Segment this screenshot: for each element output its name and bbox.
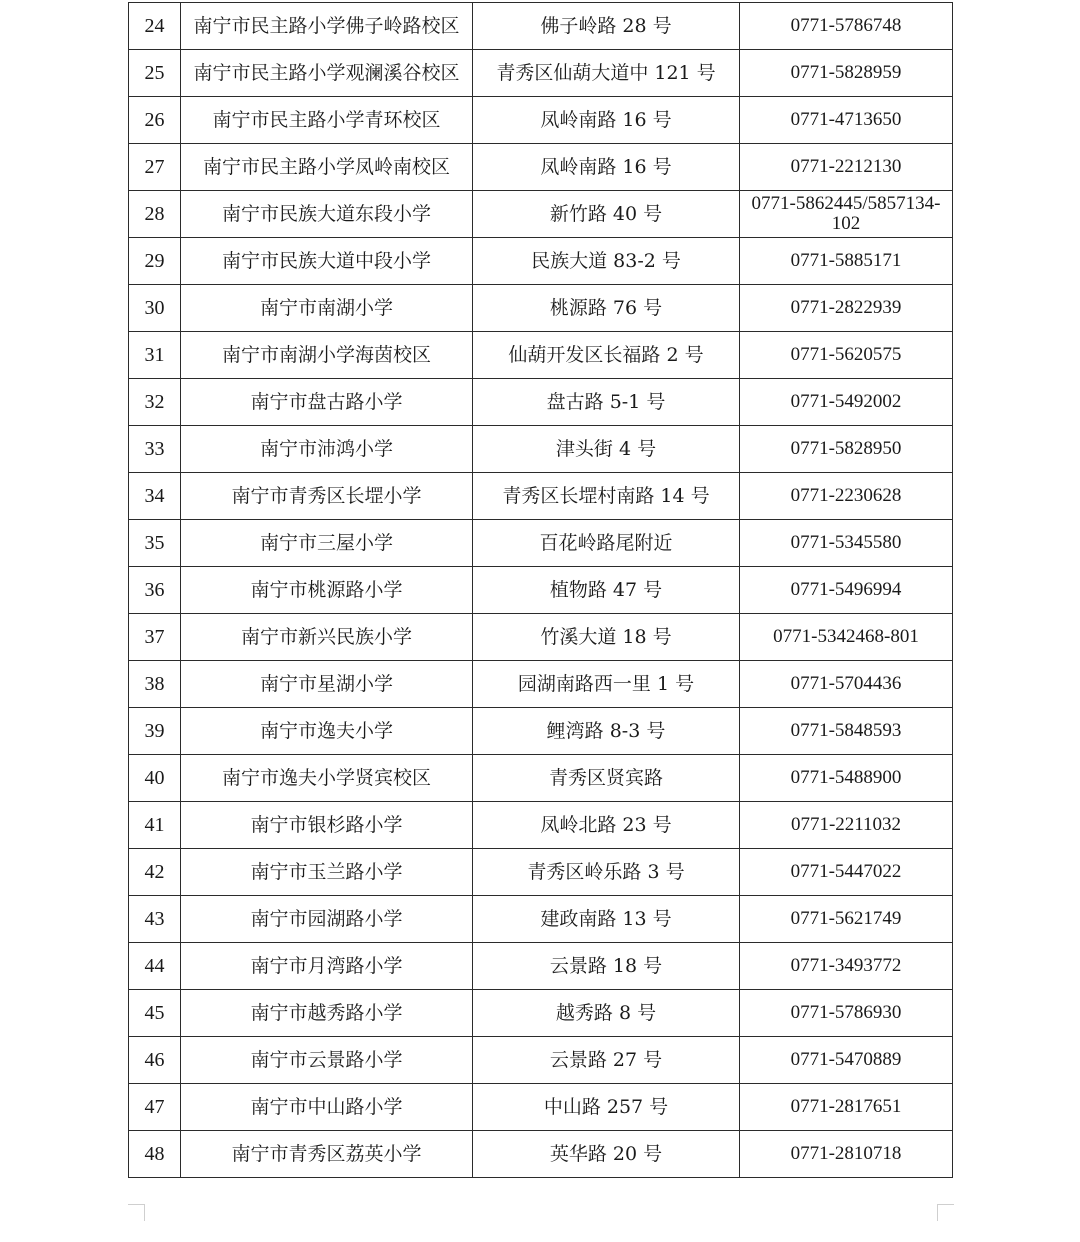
table-row — [129, 1084, 953, 1131]
row-number-cell: 38 — [129, 661, 181, 708]
row-number-cell: 31 — [129, 332, 181, 379]
phone-cell: 0771-5848593 — [740, 708, 953, 755]
phone-cell: 0771-5885171 — [740, 238, 953, 285]
address-cell: 新竹路 40 号 — [473, 191, 740, 238]
table-row — [129, 3, 953, 50]
address-cell: 津头街 4 号 — [473, 426, 740, 473]
school-name-cell: 南宁市玉兰路小学 — [181, 849, 473, 896]
row-number-cell: 34 — [129, 473, 181, 520]
address-cell: 桃源路 76 号 — [473, 285, 740, 332]
row-number-cell: 32 — [129, 379, 181, 426]
address-cell: 建政南路 13 号 — [473, 896, 740, 943]
table-row — [129, 332, 953, 379]
table-row — [129, 426, 953, 473]
row-number-cell: 28 — [129, 191, 181, 238]
table-row — [129, 473, 953, 520]
row-number-cell: 24 — [129, 3, 181, 50]
address-cell: 竹溪大道 18 号 — [473, 614, 740, 661]
school-name-cell: 南宁市逸夫小学 — [181, 708, 473, 755]
phone-cell: 0771-5492002 — [740, 379, 953, 426]
row-number-cell: 33 — [129, 426, 181, 473]
phone-cell: 0771-5342468-801 — [740, 614, 953, 661]
row-number-cell: 26 — [129, 97, 181, 144]
phone-cell: 0771-2230628 — [740, 473, 953, 520]
table-row — [129, 1131, 953, 1178]
phone-cell: 0771-2212130 — [740, 144, 953, 191]
school-name-cell: 南宁市民主路小学青环校区 — [181, 97, 473, 144]
table-row — [129, 285, 953, 332]
phone-cell: 0771-5786930 — [740, 990, 953, 1037]
row-number-cell: 29 — [129, 238, 181, 285]
table-row — [129, 802, 953, 849]
phone-cell: 0771-3493772 — [740, 943, 953, 990]
phone-cell: 0771-2822939 — [740, 285, 953, 332]
table-row — [129, 238, 953, 285]
table-row — [129, 97, 953, 144]
table-row — [129, 50, 953, 97]
address-cell: 云景路 27 号 — [473, 1037, 740, 1084]
school-name-cell: 南宁市中山路小学 — [181, 1084, 473, 1131]
row-number-cell: 35 — [129, 520, 181, 567]
school-name-cell: 南宁市云景路小学 — [181, 1037, 473, 1084]
row-number-cell: 40 — [129, 755, 181, 802]
phone-cell: 0771-5620575 — [740, 332, 953, 379]
row-number-cell: 27 — [129, 144, 181, 191]
address-cell: 民族大道 83-2 号 — [473, 238, 740, 285]
table-row — [129, 520, 953, 567]
school-name-cell: 南宁市民族大道东段小学 — [181, 191, 473, 238]
address-cell: 青秀区仙葫大道中 121 号 — [473, 50, 740, 97]
address-cell: 凤岭南路 16 号 — [473, 144, 740, 191]
address-cell: 越秀路 8 号 — [473, 990, 740, 1037]
row-number-cell: 37 — [129, 614, 181, 661]
address-cell: 凤岭北路 23 号 — [473, 802, 740, 849]
phone-cell: 0771-5621749 — [740, 896, 953, 943]
table-row — [129, 708, 953, 755]
row-number-cell: 46 — [129, 1037, 181, 1084]
address-cell: 青秀区岭乐路 3 号 — [473, 849, 740, 896]
row-number-cell: 47 — [129, 1084, 181, 1131]
address-cell: 英华路 20 号 — [473, 1131, 740, 1178]
school-name-cell: 南宁市越秀路小学 — [181, 990, 473, 1037]
phone-cell: 0771-5488900 — [740, 755, 953, 802]
school-name-cell: 南宁市民主路小学佛子岭路校区 — [181, 3, 473, 50]
row-number-cell: 41 — [129, 802, 181, 849]
row-number-cell: 48 — [129, 1131, 181, 1178]
school-name-cell: 南宁市园湖路小学 — [181, 896, 473, 943]
phone-cell: 0771-5828959 — [740, 50, 953, 97]
school-name-cell: 南宁市民族大道中段小学 — [181, 238, 473, 285]
table-row — [129, 1037, 953, 1084]
school-name-cell: 南宁市星湖小学 — [181, 661, 473, 708]
school-name-cell: 南宁市民主路小学凤岭南校区 — [181, 144, 473, 191]
table-row — [129, 755, 953, 802]
school-name-cell: 南宁市南湖小学 — [181, 285, 473, 332]
table-row — [129, 990, 953, 1037]
phone-cell: 0771-5862445/5857134-102 — [740, 191, 953, 238]
phone-cell: 0771-5470889 — [740, 1037, 953, 1084]
school-name-cell: 南宁市南湖小学海茵校区 — [181, 332, 473, 379]
row-number-cell: 25 — [129, 50, 181, 97]
phone-cell: 0771-4713650 — [740, 97, 953, 144]
row-number-cell: 43 — [129, 896, 181, 943]
school-name-cell: 南宁市桃源路小学 — [181, 567, 473, 614]
page-corner-mark-left — [128, 1204, 145, 1221]
school-name-cell: 南宁市沛鸿小学 — [181, 426, 473, 473]
phone-cell: 0771-2817651 — [740, 1084, 953, 1131]
school-name-cell: 南宁市逸夫小学贤宾校区 — [181, 755, 473, 802]
table-row — [129, 191, 953, 238]
table-row — [129, 661, 953, 708]
school-name-cell: 南宁市新兴民族小学 — [181, 614, 473, 661]
row-number-cell: 44 — [129, 943, 181, 990]
phone-cell: 0771-5786748 — [740, 3, 953, 50]
address-cell: 青秀区长堽村南路 14 号 — [473, 473, 740, 520]
row-number-cell: 39 — [129, 708, 181, 755]
address-cell: 植物路 47 号 — [473, 567, 740, 614]
address-cell: 园湖南路西一里 1 号 — [473, 661, 740, 708]
table-row — [129, 896, 953, 943]
school-name-cell: 南宁市银杉路小学 — [181, 802, 473, 849]
address-cell: 佛子岭路 28 号 — [473, 3, 740, 50]
table-body — [129, 3, 953, 1178]
address-cell: 凤岭南路 16 号 — [473, 97, 740, 144]
row-number-cell: 45 — [129, 990, 181, 1037]
row-number-cell: 42 — [129, 849, 181, 896]
address-cell: 鲤湾路 8-3 号 — [473, 708, 740, 755]
school-name-cell: 南宁市民主路小学观澜溪谷校区 — [181, 50, 473, 97]
table-row — [129, 614, 953, 661]
address-cell: 盘古路 5-1 号 — [473, 379, 740, 426]
table-row — [129, 379, 953, 426]
row-number-cell: 30 — [129, 285, 181, 332]
address-cell: 青秀区贤宾路 — [473, 755, 740, 802]
address-cell: 中山路 257 号 — [473, 1084, 740, 1131]
table-row — [129, 849, 953, 896]
address-cell: 云景路 18 号 — [473, 943, 740, 990]
school-name-cell: 南宁市月湾路小学 — [181, 943, 473, 990]
table-row — [129, 567, 953, 614]
school-contact-table — [128, 2, 953, 1178]
school-name-cell: 南宁市青秀区荔英小学 — [181, 1131, 473, 1178]
phone-cell: 0771-5345580 — [740, 520, 953, 567]
school-name-cell: 南宁市盘古路小学 — [181, 379, 473, 426]
address-cell: 百花岭路尾附近 — [473, 520, 740, 567]
phone-cell: 0771-5447022 — [740, 849, 953, 896]
phone-cell: 0771-5828950 — [740, 426, 953, 473]
phone-cell: 0771-5704436 — [740, 661, 953, 708]
phone-cell: 0771-2211032 — [740, 802, 953, 849]
school-name-cell: 南宁市青秀区长堽小学 — [181, 473, 473, 520]
address-cell: 仙葫开发区长福路 2 号 — [473, 332, 740, 379]
table-row — [129, 144, 953, 191]
phone-cell: 0771-2810718 — [740, 1131, 953, 1178]
table-row — [129, 943, 953, 990]
page-corner-mark-right — [937, 1204, 954, 1221]
school-name-cell: 南宁市三屋小学 — [181, 520, 473, 567]
phone-cell: 0771-5496994 — [740, 567, 953, 614]
row-number-cell: 36 — [129, 567, 181, 614]
